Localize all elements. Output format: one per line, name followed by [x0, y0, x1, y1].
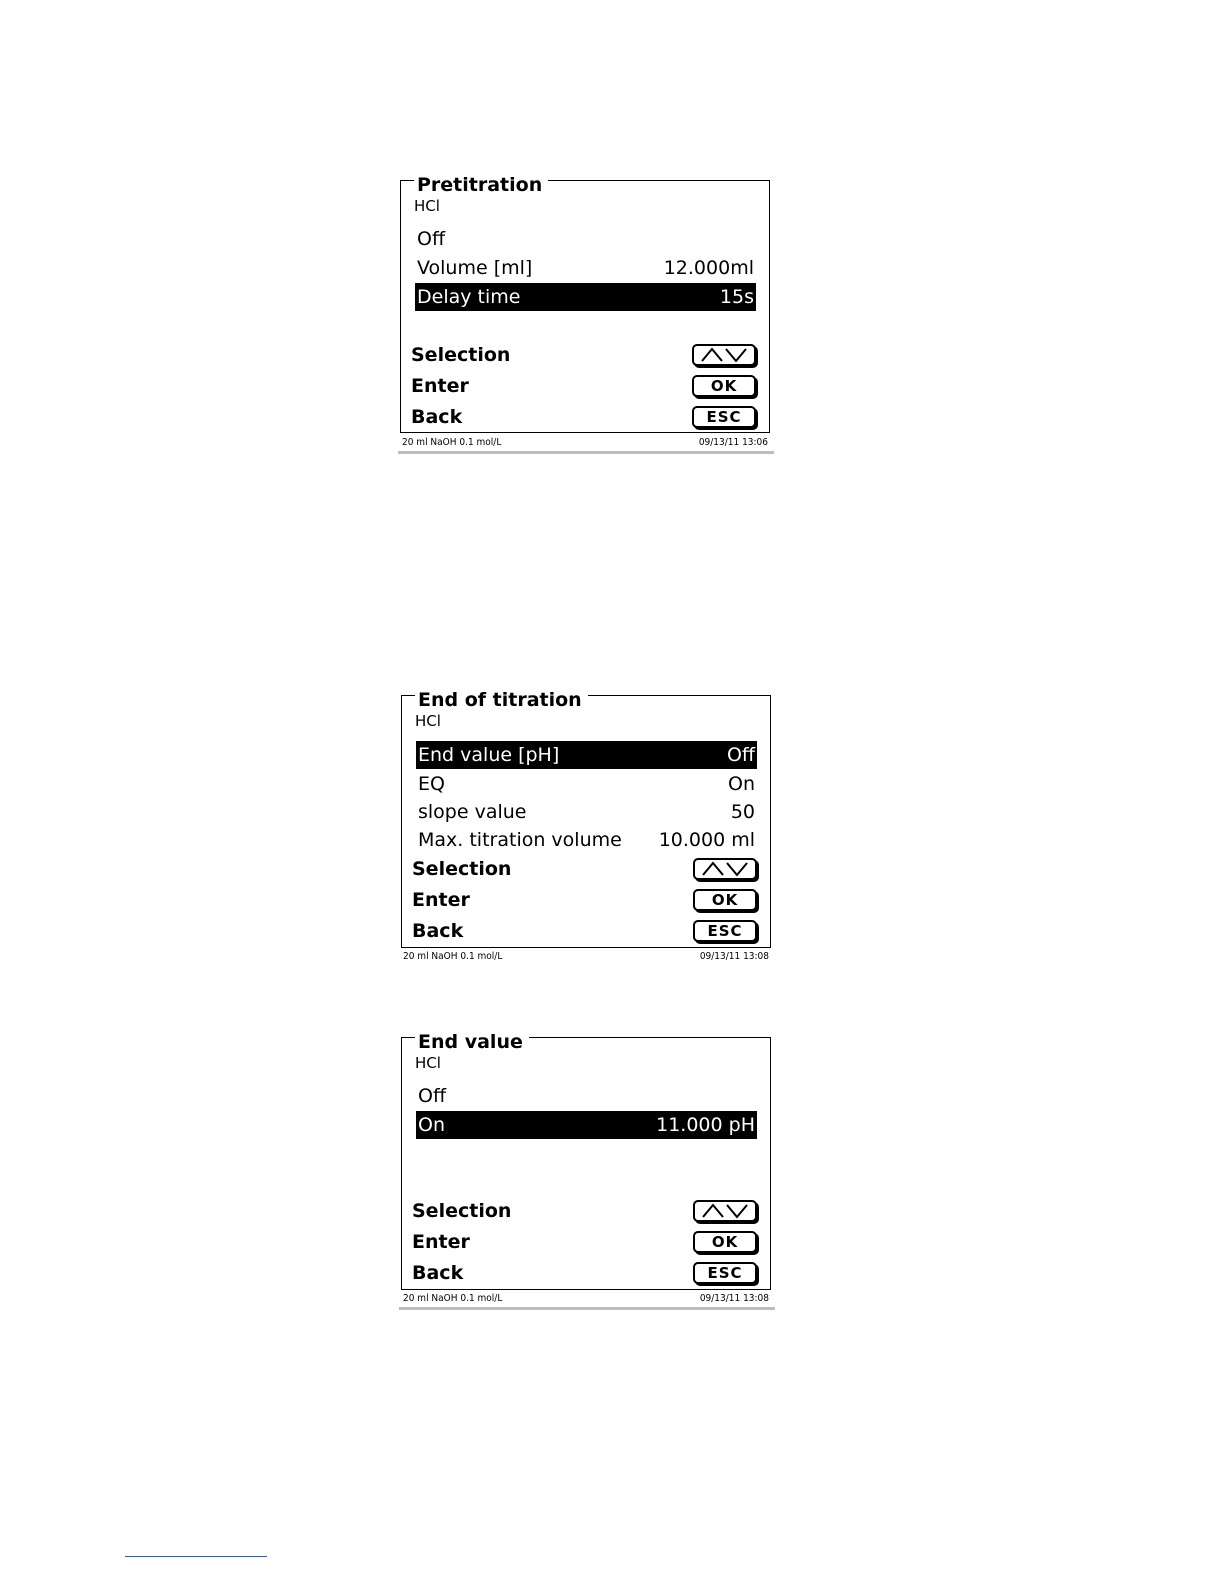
- key-row-back: [412, 917, 757, 945]
- key-label: Back: [412, 920, 464, 942]
- key-label: Selection: [411, 344, 511, 366]
- menu-item-label: Max. titration volume: [418, 829, 622, 851]
- menu-item-label: EQ: [418, 773, 445, 795]
- key-label: Enter: [412, 889, 470, 911]
- key-row-selection: [412, 855, 757, 883]
- menu-item-label: End value [pH]: [418, 744, 560, 766]
- status-bar: [403, 951, 769, 963]
- screen-title: End of titration: [415, 689, 588, 711]
- menu-item-value: 10.000 ml: [658, 829, 755, 851]
- key-row-back: [412, 1259, 757, 1287]
- menu-item-slope-value[interactable]: [416, 798, 757, 826]
- end-value-screen: [401, 1031, 771, 1312]
- menu-item-value: 12.000ml: [663, 257, 754, 279]
- key-row-selection: [412, 1197, 757, 1225]
- arrows-icon: [701, 1203, 749, 1219]
- key-label: Enter: [412, 1231, 470, 1253]
- menu-item-delay-time[interactable]: [415, 283, 756, 311]
- selection-arrows-button[interactable]: [693, 858, 757, 880]
- ok-button[interactable]: OK: [693, 1231, 757, 1253]
- menu-item-eq[interactable]: [416, 770, 757, 798]
- key-label: Selection: [412, 858, 512, 880]
- menu-item-value: 11.000 pH: [656, 1114, 755, 1136]
- status-reagent: 20 ml NaOH 0.1 mol/L: [403, 951, 503, 962]
- menu-item-max-titration-volume[interactable]: [416, 826, 757, 854]
- esc-button[interactable]: ESC: [693, 920, 757, 942]
- key-row-enter: [412, 886, 757, 914]
- screen-subtitle: HCl: [415, 712, 441, 730]
- pretitration-screen: [400, 174, 770, 455]
- status-reagent: 20 ml NaOH 0.1 mol/L: [403, 1293, 503, 1304]
- menu-item-label: On: [418, 1114, 445, 1136]
- ok-button[interactable]: OK: [693, 889, 757, 911]
- menu-item-volume[interactable]: [415, 254, 756, 282]
- key-row-enter: [412, 1228, 757, 1256]
- status-bar: [402, 437, 768, 449]
- esc-button[interactable]: ESC: [693, 1262, 757, 1284]
- screen-title: Pretitration: [414, 174, 548, 196]
- menu-item-value: 50: [730, 801, 755, 823]
- selection-arrows-button[interactable]: [693, 1200, 757, 1222]
- menu-item-value: Off: [726, 744, 755, 766]
- status-underline: [399, 1307, 775, 1310]
- menu-item-label: Off: [417, 228, 446, 250]
- menu-item-on[interactable]: [416, 1111, 757, 1139]
- status-underline: [398, 451, 774, 454]
- status-datetime: 09/13/11 13:06: [698, 437, 768, 448]
- menu-item-off[interactable]: [416, 1082, 757, 1110]
- esc-button[interactable]: ESC: [692, 406, 756, 428]
- menu-item-label: slope value: [418, 801, 527, 823]
- key-label: Selection: [412, 1200, 512, 1222]
- arrows-icon: [701, 861, 749, 877]
- selection-arrows-button[interactable]: [692, 344, 756, 366]
- menu-item-label: Off: [418, 1085, 447, 1107]
- end-of-titration-screen: [401, 689, 771, 965]
- menu-item-label: Volume [ml]: [417, 257, 533, 279]
- menu-item-value: On: [728, 773, 755, 795]
- screen-subtitle: HCl: [415, 1054, 441, 1072]
- menu-item-end-value[interactable]: [416, 741, 757, 769]
- ok-button[interactable]: OK: [692, 375, 756, 397]
- key-label: Enter: [411, 375, 469, 397]
- status-datetime: 09/13/11 13:08: [699, 1293, 769, 1304]
- status-bar: [403, 1293, 769, 1305]
- menu-item-off[interactable]: [415, 225, 756, 253]
- footnote-separator: [125, 1556, 267, 1557]
- key-label: Back: [411, 406, 463, 428]
- screen-title: End value: [415, 1031, 529, 1053]
- screen-subtitle: HCl: [414, 197, 440, 215]
- menu-item-value: 15s: [719, 286, 754, 308]
- key-label: Back: [412, 1262, 464, 1284]
- menu-item-label: Delay time: [417, 286, 521, 308]
- key-row-back: [411, 403, 756, 431]
- key-row-selection: [411, 341, 756, 369]
- key-row-enter: [411, 372, 756, 400]
- arrows-icon: [700, 347, 748, 363]
- status-reagent: 20 ml NaOH 0.1 mol/L: [402, 437, 502, 448]
- status-datetime: 09/13/11 13:08: [699, 951, 769, 962]
